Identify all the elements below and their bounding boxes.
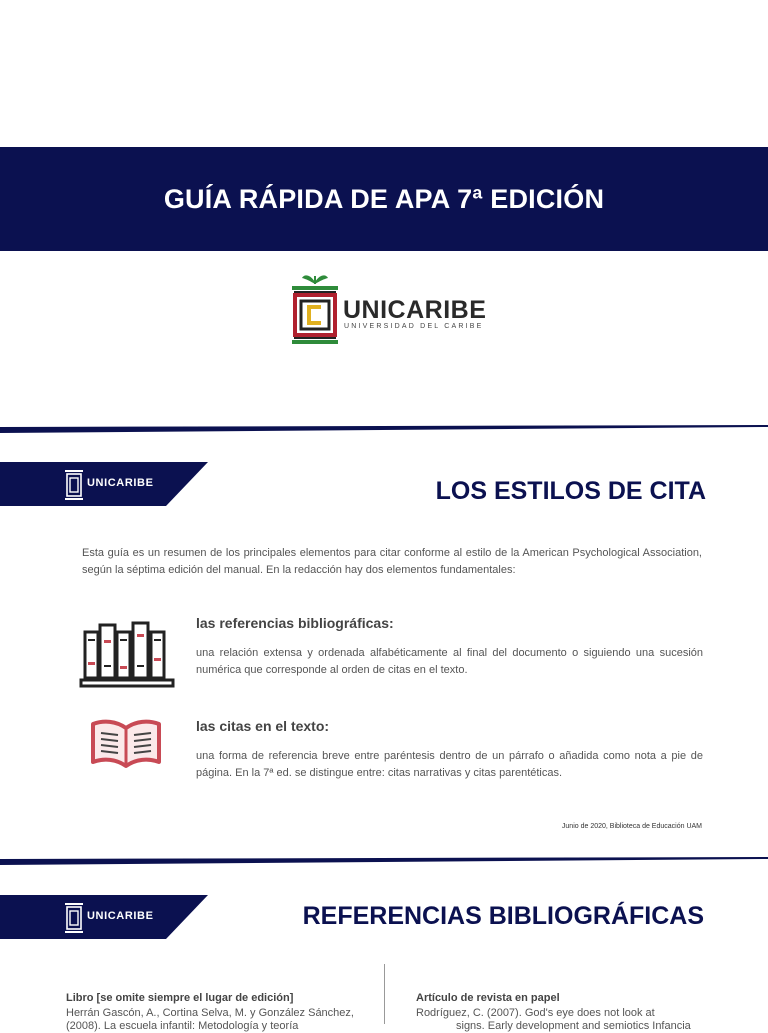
unicaribe-logo <box>290 272 490 346</box>
logo-brand-text: UNICARIBE <box>343 296 487 324</box>
citas-description: una forma de referencia breve entre paréntesis dentro de un párrafo o añadida como nota a pie de página. En la 7ª ed. se distingue entre: citas narrativas y citas parentéticas. <box>196 750 703 779</box>
refs-description: una relación extensa y ordenada alfabéticamente al final del documento o siguiendo una sucesión numérica que corresponde al orden de citas en el texto. <box>196 647 703 676</box>
unicaribe-emblem-icon <box>290 272 340 346</box>
books-icon <box>80 622 174 688</box>
section-heading-estilos: LOS ESTILOS DE CITA <box>435 477 706 505</box>
ref-type-articulo: Artículo de revista en papel <box>416 992 560 1004</box>
section-divider <box>0 425 768 429</box>
logo-subtitle-text: UNIVERSIDAD DEL CARIBE <box>344 323 484 330</box>
column-divider <box>384 964 385 1024</box>
ref-example-line: (2008). La escuela infantil: Metodología y teoría <box>66 1020 299 1032</box>
citas-subtitle: las citas en el texto: <box>196 718 330 734</box>
tab-brand-text: UNICARIBE <box>87 910 154 922</box>
ref-type-libro: Libro [se omite siempre el lugar de edición] <box>66 992 294 1004</box>
intro-paragraph: Esta guía es un resumen de los principales elementos para citar conforme al estilo de la American Psychological Association, según la séptima edición del manual. En la redacción hay dos elementos fundamentales: <box>82 547 702 576</box>
section-tab-estilos <box>0 462 210 506</box>
cover-title: GUÍA RÁPIDA DE APA 7ª EDICIÓN <box>163 183 605 214</box>
tab-brand-text: UNICARIBE <box>87 477 154 489</box>
open-book-icon <box>90 716 162 770</box>
cover-title-band <box>0 147 768 251</box>
footer-note: Junio de 2020, Biblioteca de Educación UAM <box>561 823 702 830</box>
ref-example-line: signs. Early development and semiotics Infancia <box>456 1020 691 1032</box>
ref-example-line: Rodríguez, C. (2007). God's eye does not look at <box>416 1007 655 1019</box>
ref-example-line: Herrán Gascón, A., Cortina Selva, M. y González Sánchez, <box>66 1007 354 1019</box>
refs-subtitle: las referencias bibliográficas: <box>196 615 394 631</box>
section-divider <box>0 857 768 861</box>
section-tab-referencias <box>0 895 210 939</box>
section-heading-referencias: REFERENCIAS BIBLIOGRÁFICAS <box>302 902 704 930</box>
